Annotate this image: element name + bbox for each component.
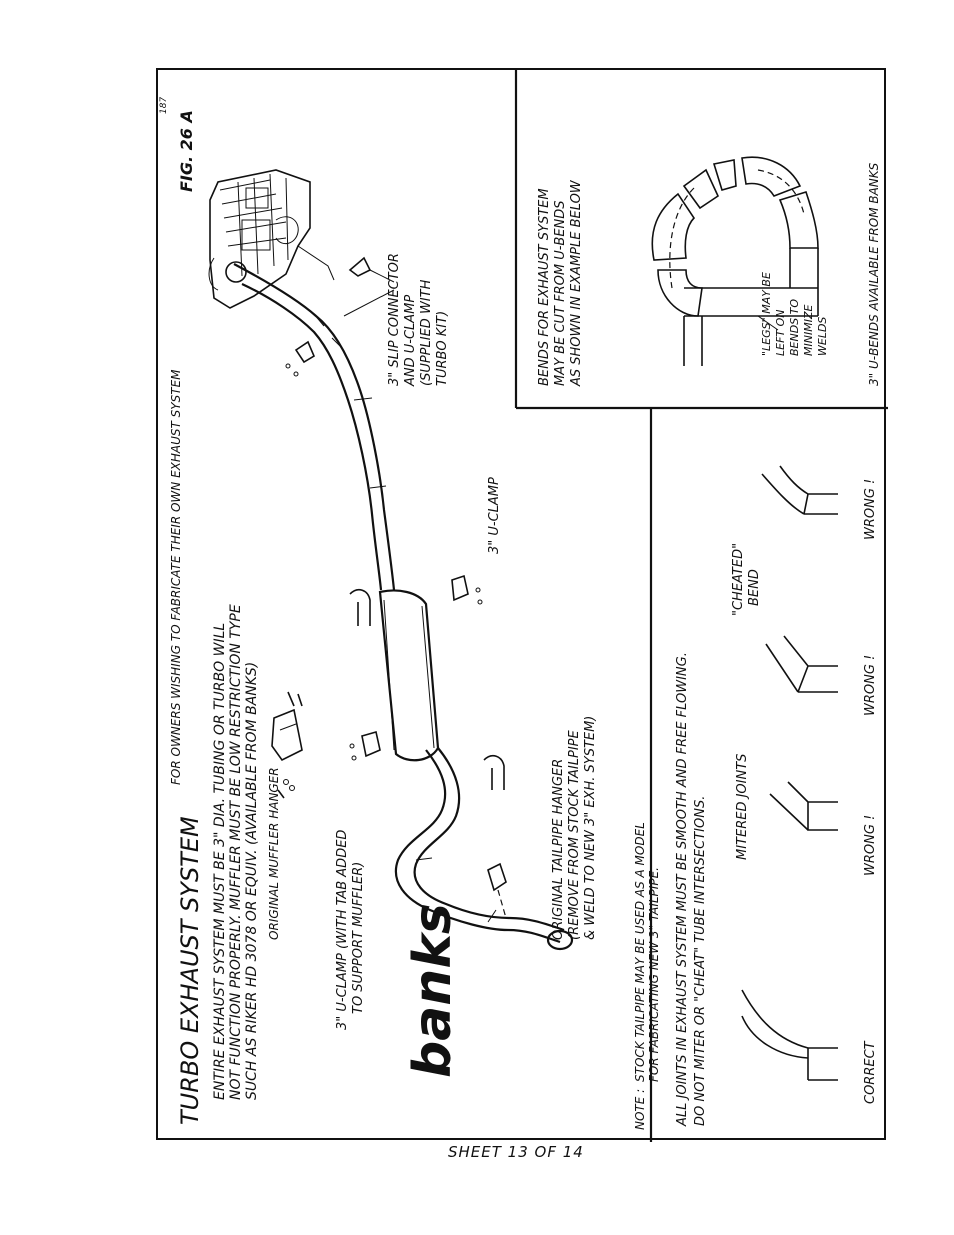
caption-correct: CORRECT xyxy=(863,1041,878,1104)
u-clamp-tab xyxy=(350,732,380,760)
subtitle: FOR OWNERS WISHING TO FABRICATE THEIR OWN EXHAUST SYSTEM xyxy=(169,369,183,785)
bends-line-1: BENDS FOR EXHAUST SYSTEM xyxy=(537,188,552,386)
note-label: NOTE : xyxy=(633,1088,647,1130)
note-line-1: STOCK TAILPIPE MAY BE USED AS A MODEL xyxy=(633,822,647,1082)
note-block xyxy=(633,822,661,1130)
tailpipe-hanger-label-2: (REMOVE FROM STOCK TAILPIPE xyxy=(567,730,582,940)
joints-panel xyxy=(675,466,878,1127)
joints-line-1: ALL JOINTS IN EXHAUST SYSTEM MUST BE SMOOTH AND FREE FLOWING. xyxy=(675,652,690,1126)
exhaust-pipe xyxy=(234,264,394,590)
caption-wrong-1: WRONG ! xyxy=(863,814,878,876)
bends-footer: 3" U-BENDS AVAILABLE FROM BANKS xyxy=(867,162,881,386)
u-clamp-tab-label-1: 3" U-CLAMP (WITH TAB ADDED xyxy=(335,829,350,1030)
bends-line-3: AS SHOWN IN EXAMPLE BELOW xyxy=(569,180,584,386)
legs-note-2: LEFT ON xyxy=(774,309,787,356)
cheated-heading-1: "CHEATED" xyxy=(731,542,746,616)
muffler xyxy=(380,591,438,761)
bends-line-2: MAY BE CUT FROM U-BENDS xyxy=(553,200,568,386)
bends-panel xyxy=(537,157,881,387)
tailpipe-hanger-label-1: ORIGINAL TAILPIPE HANGER xyxy=(551,758,566,940)
slip-connector-label-1: 3" SLIP CONNECTOR xyxy=(387,253,402,386)
tailpipe-hanger xyxy=(488,864,506,918)
u-clamp-label: 3" U-CLAMP xyxy=(487,477,502,554)
muffler-hanger-label: ORIGINAL MUFFLER HANGER xyxy=(267,767,281,940)
banks-logo: banks xyxy=(403,903,463,1078)
slip-connector-label-4: TURBO KIT) xyxy=(435,310,450,386)
intro-line-1: ENTIRE EXHAUST SYSTEM MUST BE 3" DIA. TUBING OR TURBO WILL xyxy=(212,622,228,1100)
drawing-sheet xyxy=(156,68,886,1140)
legs-note-4: MINIMIZE xyxy=(802,304,815,356)
title: TURBO EXHAUST SYSTEM xyxy=(176,816,204,1125)
caption-wrong-2: WRONG ! xyxy=(863,654,878,716)
intro-line-2: NOT FUNCTION PROPERLY. MUFFLER MUST BE LOW RESTRICTION TYPE xyxy=(228,604,244,1100)
engine-sketch xyxy=(209,170,334,308)
sheet-footer: SHEET 13 OF 14 xyxy=(448,1143,584,1161)
tailpipe-hanger-label-3: & WELD TO NEW 3" EXH. SYSTEM) xyxy=(583,715,598,940)
page-ref: 187 xyxy=(159,96,169,114)
intro-line-3: SUCH AS RIKER HD 3078 OR EQUIV. (AVAILABLE FROM BANKS) xyxy=(244,661,260,1100)
caption-wrong-3: WRONG ! xyxy=(863,478,878,540)
legs-note-3: BENDS TO xyxy=(788,298,801,356)
note-line-2: FOR FABRICATING NEW 3" TAILPIPE. xyxy=(647,867,661,1082)
slip-connector-clamp xyxy=(286,258,394,376)
cheated-heading-2: BEND xyxy=(747,569,762,606)
slip-connector-label-2: AND U-CLAMP xyxy=(403,294,418,386)
mitered-joints-heading: MITERED JOINTS xyxy=(735,753,750,860)
joints-line-2: DO NOT MITER OR "CHEAT" TUBE INTERSECTIONS. xyxy=(693,795,708,1126)
exhaust-diagram xyxy=(158,70,888,1142)
slip-connector-label-3: (SUPPLIED WITH xyxy=(419,279,434,386)
figure-number: FIG. 26 A xyxy=(177,110,196,192)
legs-note-1: "LEGS" MAY BE xyxy=(760,272,773,356)
legs-note-5: WELDS xyxy=(816,316,829,356)
u-clamp-tab-label-2: TO SUPPORT MUFFLER) xyxy=(351,861,366,1014)
